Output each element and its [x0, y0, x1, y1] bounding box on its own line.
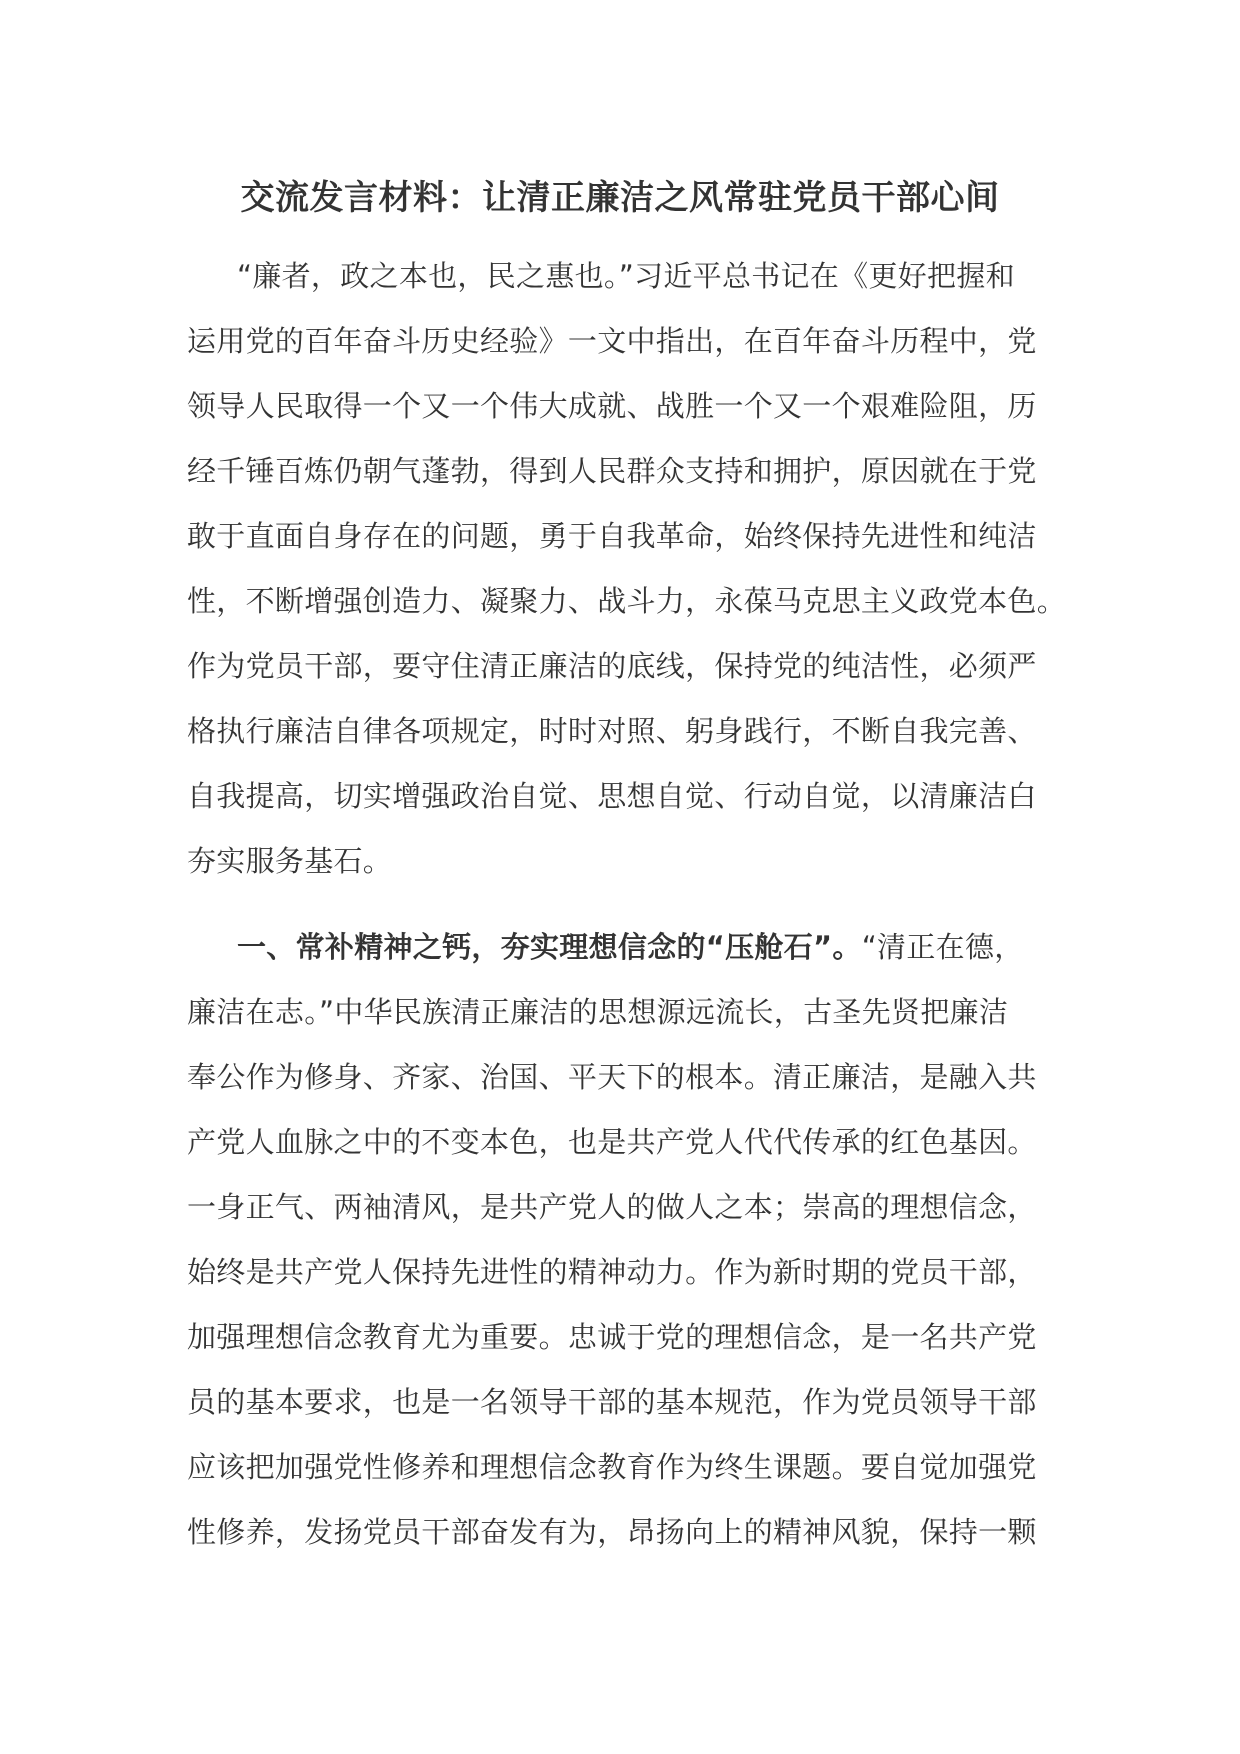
- paragraph-line: 奉公作为修身、齐家、治国、平天下的根本。清正廉洁，是融入共: [187, 1060, 1037, 1094]
- paragraph-line: 应该把加强党性修养和理想信念教育作为终生课题。要自觉加强党: [187, 1450, 1037, 1484]
- paragraph-line: 领导人民取得一个又一个伟大成就、战胜一个又一个艰难险阻，历: [187, 389, 1037, 423]
- paragraph-line: 自我提高，切实增强政治自觉、思想自觉、行动自觉，以清廉洁白: [187, 779, 1037, 813]
- paragraph-intro: [187, 244, 1087, 894]
- paragraph-line: 加强理想信念教育尤为重要。忠诚于党的理想信念，是一名共产党: [187, 1320, 1037, 1354]
- section-heading: 一、常补精神之钙，夯实理想信念的“压舱石”。: [237, 930, 862, 964]
- paragraph-line: 格执行廉洁自律各项规定，时时对照、躬身践行，不断自我完善、: [187, 714, 1037, 748]
- paragraph-line: 运用党的百年奋斗历史经验》一文中指出，在百年奋斗历程中，党: [187, 324, 1037, 358]
- paragraph-line: 敢于直面自身存在的问题，勇于自我革命，始终保持先进性和纯洁: [187, 519, 1037, 553]
- paragraph-line: 经千锤百炼仍朝气蓬勃，得到人民群众支持和拥护，原因就在于党: [187, 454, 1037, 488]
- section-first-line-text: “清正在德，: [861, 930, 1024, 964]
- paragraph-line: 廉洁在志。”中华民族清正廉洁的思想源远流长，古圣先贤把廉洁: [187, 995, 1009, 1029]
- document-title: 交流发言材料：让清正廉洁之风常驻党员干部心间: [240, 178, 1000, 218]
- paragraph-line: 产党人血脉之中的不变本色，也是共产党人代代传承的红色基因。: [187, 1125, 1037, 1159]
- paragraph-line: 始终是共产党人保持先进性的精神动力。作为新时期的党员干部，: [187, 1255, 1037, 1289]
- paragraph-line: 员的基本要求，也是一名领导干部的基本规范，作为党员领导干部: [187, 1385, 1037, 1419]
- paragraph-line: 性，不断增强创造力、凝聚力、战斗力，永葆马克思主义政党本色。: [187, 584, 1067, 618]
- paragraph-line: 一身正气、两袖清风，是共产党人的做人之本；崇高的理想信念，: [187, 1190, 1037, 1224]
- paragraph-section-one: [187, 915, 1087, 1565]
- paragraph-line: “廉者，政之本也，民之惠也。”习近平总书记在《更好把握和: [237, 259, 1015, 293]
- paragraph-line: 作为党员干部，要守住清正廉洁的底线，保持党的纯洁性，必须严: [187, 649, 1037, 683]
- paragraph-first-line: [187, 915, 1087, 980]
- paragraph-line: 性修养，发扬党员干部奋发有为，昂扬向上的精神风貌，保持一颗: [187, 1515, 1037, 1549]
- paragraph-line: 夯实服务基石。: [187, 844, 393, 878]
